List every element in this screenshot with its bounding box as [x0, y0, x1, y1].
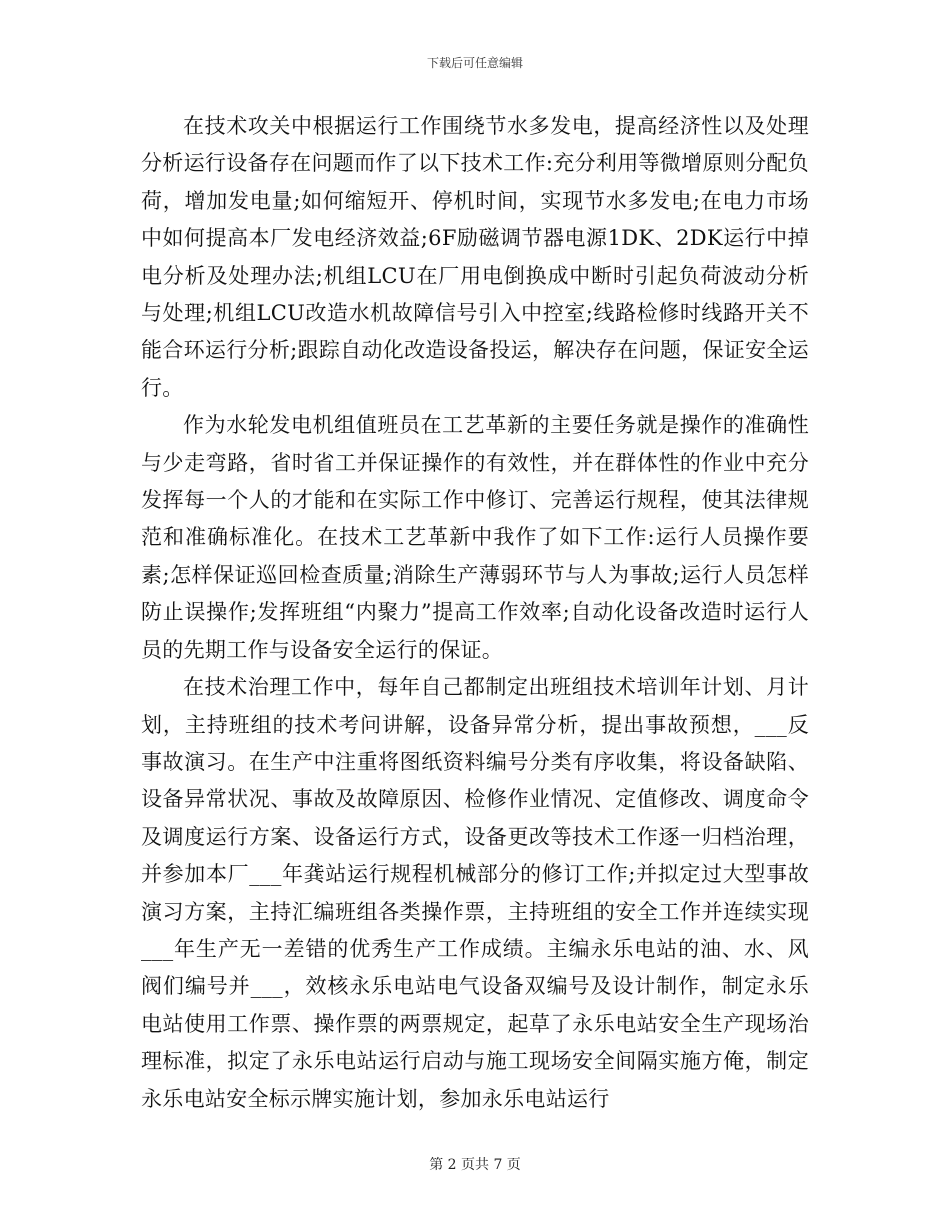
page-footer: 第 2 页共 7 页 — [429, 1157, 521, 1173]
paragraph-process-innovation: 作为水轮发电机组值班员在工艺革新的主要任务就是操作的准确性与少走弯路，省时省工并保证操作的有效性，并在群体性的作业中充分发挥每一个人的才能和在实际工作中修订、完善运行规程，使其法律规范和准确标准化。在技术工艺革新中我作了如下工作:运行人员操作要素;怎样保证巡回检查质量;消除生产薄弱环节与人为事故;运行人员怎样防止误操作;发挥班组“内聚力”提高工作效率;自动化设备改造时运行人员的先期工作与设备安全运行的保证。 — [141, 413, 809, 662]
paragraph-technical-management: 在技术治理工作中，每年自己都制定出班组技术培训年计划、月计划，主持班组的技术考问讲解，设备异常分析，提出事故预想，___反事故演习。在生产中注重将图纸资料编号分类有序收集，将设备缺陷、设备异常状况、事故及故障原因、检修作业情况、定值修改、调度命令及调度运行方案、设备运行方式，设备更改等技术工作逐一归档治理，并参加本厂___年龚站运行规程机械部分的修订工作;并拟定过大型事故演习方案，主持汇编班组各类操作票，主持班组的安全工作并连续实现___年生产无一差错的优秀生产工作成绩。主编永乐电站的油、水、风阀们编号并___，效核永乐电站电气设备双编号及设计制作，制定永乐电站使用工作票、操作票的两票规定，起草了永乐电站安全生产现场治理标准，拟定了永乐电站运行启动与施工现场安全间隔实施方俺，制定永乐电站安全标示牌实施计划，参加永乐电站运行 — [141, 675, 809, 1111]
document-body — [141, 108, 809, 1118]
page-header: 下载后可任意编辑 — [426, 56, 523, 70]
paragraph-technical-research: 在技术攻关中根据运行工作围绕节水多发电，提高经济性以及处理分析运行设备存在问题而作了以下技术工作:充分利用等微增原则分配负荷，增加发电量;如何缩短开、停机时间，实现节水多发电;在电力市场中如何提高本厂发电经济效益;6F励磁调节器电源1DK、2DK运行中掉电分析及处理办法;机组LCU在厂用电倒换成中断时引起负荷波动分析与处理;机组LCU改造水机故障信号引入中控室;线路检修时线路开关不能合环运行分析;跟踪自动化改造设备投运，解决存在问题，保证安全运行。 — [141, 114, 809, 400]
